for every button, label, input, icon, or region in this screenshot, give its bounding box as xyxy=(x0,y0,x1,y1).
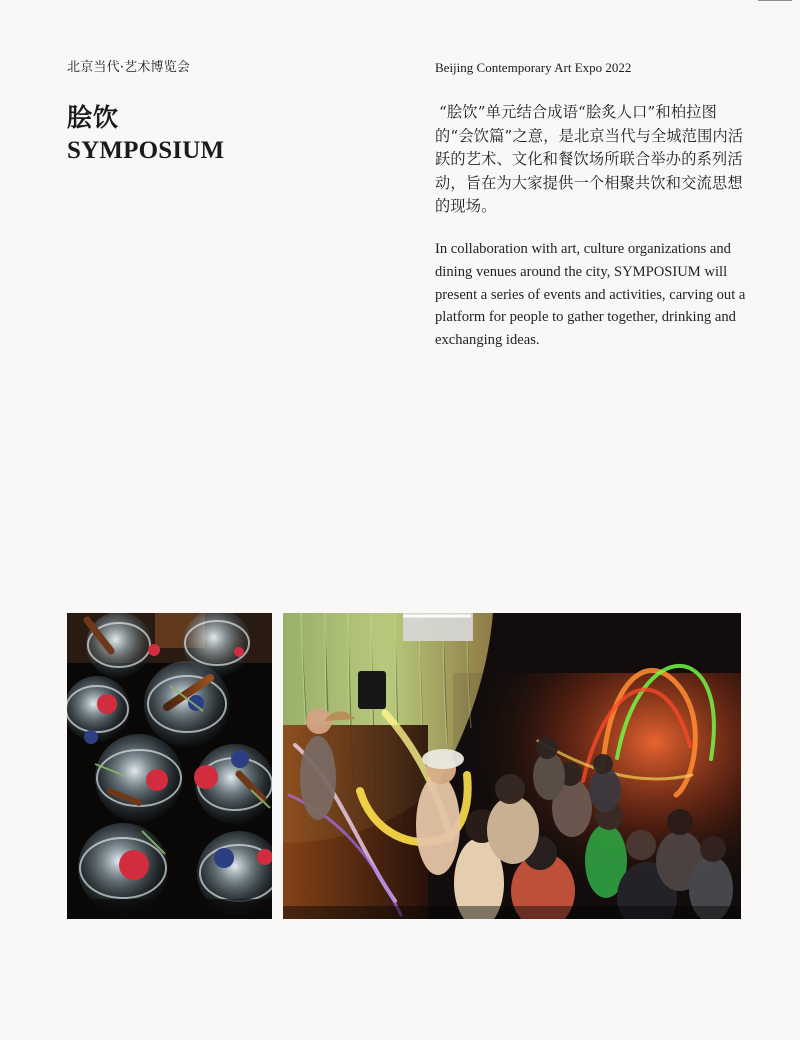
title-block xyxy=(67,102,224,166)
section-title-chinese: 脍饮 xyxy=(67,103,120,132)
description-english: In collaboration with art, culture organizations and dining venues around the city, SYMPOSIUM will present a series of events and activities, carving out a platform for people to gather together, drinking and exchanging ideas. xyxy=(435,241,746,349)
description-chinese: “脍饮”单元结合成语“脍炙人口”和柏拉图的“会饮篇”之意，是北京当代与全城范围内活跃的艺术、文化和餐饮场所联合举办的系列活动，旨在为大家提供一个相聚共饮和交流思想的现场。 xyxy=(435,103,744,215)
expo-header-english: Beijing Contemporary Art Expo 2022 xyxy=(435,60,632,75)
section-title-english: SYMPOSIUM xyxy=(67,137,225,164)
party-photo xyxy=(283,613,741,919)
expo-header-chinese: 北京当代·艺术博览会 xyxy=(67,60,191,75)
cocktail-photo xyxy=(67,613,272,919)
corner-mark xyxy=(758,0,792,1)
